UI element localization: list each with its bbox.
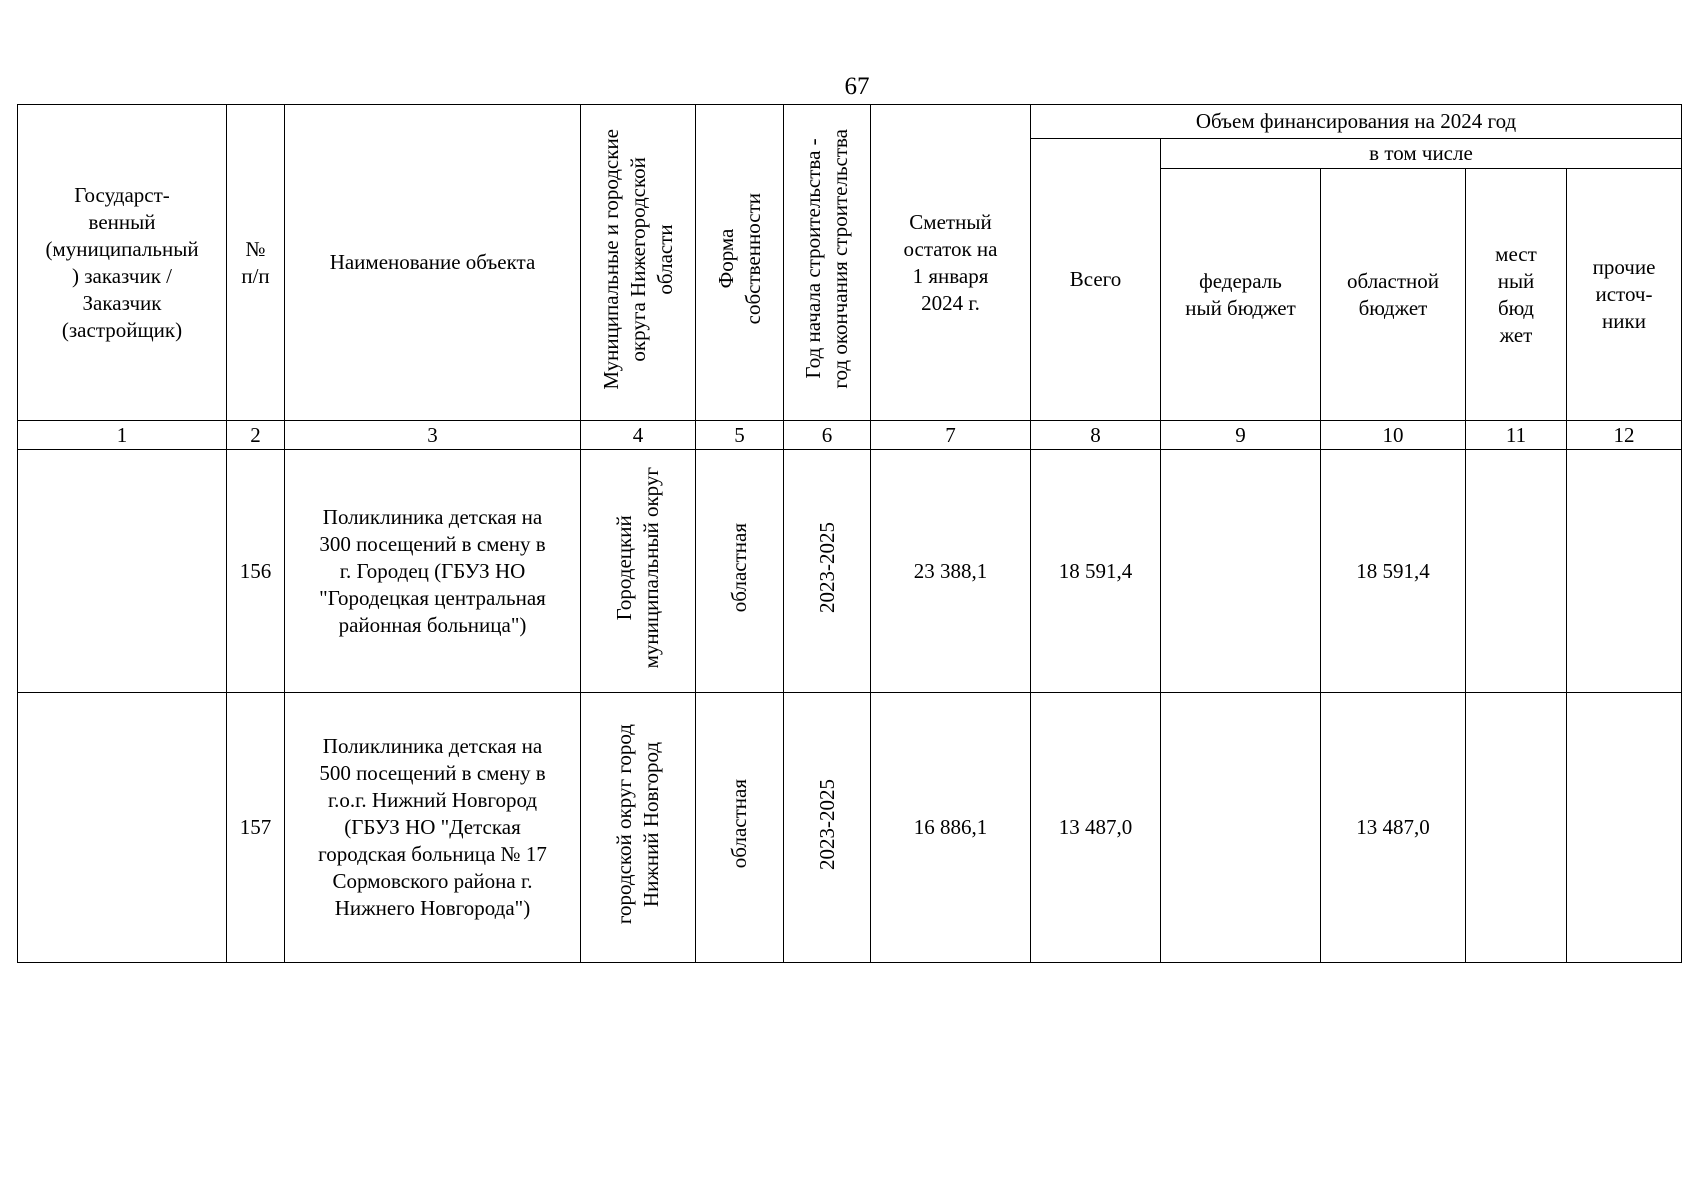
column-number: 2 — [227, 421, 285, 450]
cell-number: 157 — [227, 693, 285, 963]
header-regional: областной бюджет — [1321, 169, 1466, 421]
header-object-name: Наименование объекта — [285, 105, 581, 421]
table-row — [18, 693, 1682, 963]
header-municipality: Муниципальные и городские округа Нижегородской области — [581, 105, 696, 421]
header-ownership: Форма собственности — [696, 105, 784, 421]
cell-object-name: Поликлиника детская на 500 посещений в смену в г.о.г. Нижний Новгород (ГБУЗ НО "Детская городская больница № 17 Сормовского района г. Нижнего Новгорода") — [285, 693, 581, 963]
cell-total: 18 591,4 — [1031, 450, 1161, 693]
cell-customer — [18, 693, 227, 963]
cell-other — [1567, 693, 1682, 963]
header-local: мест ный бюд жет — [1466, 169, 1567, 421]
cell-years: 2023-2025 — [784, 693, 871, 963]
column-number: 8 — [1031, 421, 1161, 450]
header-years: Год начала строительства - год окончания строительства — [784, 105, 871, 421]
cell-number: 156 — [227, 450, 285, 693]
cell-municipality: Городецкий муниципальный округ — [581, 450, 696, 693]
cell-total: 13 487,0 — [1031, 693, 1161, 963]
cell-object-name: Поликлиника детская на 300 посещений в смену в г. Городец (ГБУЗ НО "Городецкая центральная районная больница") — [285, 450, 581, 693]
column-number: 6 — [784, 421, 871, 450]
cell-federal — [1161, 693, 1321, 963]
header-federal: федераль ный бюджет — [1161, 169, 1321, 421]
column-number: 4 — [581, 421, 696, 450]
cell-federal — [1161, 450, 1321, 693]
cell-customer — [18, 450, 227, 693]
cell-ownership: областная — [696, 450, 784, 693]
cell-municipality: городской округ город Нижний Новгород — [581, 693, 696, 963]
column-number: 11 — [1466, 421, 1567, 450]
column-number: 9 — [1161, 421, 1321, 450]
header-number: № п/п — [227, 105, 285, 421]
cell-estimate: 23 388,1 — [871, 450, 1031, 693]
column-number: 5 — [696, 421, 784, 450]
header-including: в том числе — [1161, 139, 1682, 169]
column-number: 3 — [285, 421, 581, 450]
cell-estimate: 16 886,1 — [871, 693, 1031, 963]
cell-ownership: областная — [696, 693, 784, 963]
page-number: 67 — [844, 73, 870, 100]
column-number: 12 — [1567, 421, 1682, 450]
cell-regional: 18 591,4 — [1321, 450, 1466, 693]
construction-financing-table — [17, 104, 1682, 963]
cell-regional: 13 487,0 — [1321, 693, 1466, 963]
column-number: 1 — [18, 421, 227, 450]
header-estimate-balance: Сметный остаток на 1 января 2024 г. — [871, 105, 1031, 421]
cell-local — [1466, 693, 1567, 963]
header-other: прочие источ- ники — [1567, 169, 1682, 421]
column-number: 7 — [871, 421, 1031, 450]
cell-local — [1466, 450, 1567, 693]
table-row — [18, 450, 1682, 693]
column-number: 10 — [1321, 421, 1466, 450]
header-financing-total: Объем финансирования на 2024 год — [1031, 105, 1682, 139]
header-customer: Государст- венный (муниципальный ) заказчик / Заказчик (застройщик) — [18, 105, 227, 421]
header-total: Всего — [1031, 139, 1161, 421]
cell-other — [1567, 450, 1682, 693]
column-numbers-row — [18, 421, 1682, 450]
cell-years: 2023-2025 — [784, 450, 871, 693]
